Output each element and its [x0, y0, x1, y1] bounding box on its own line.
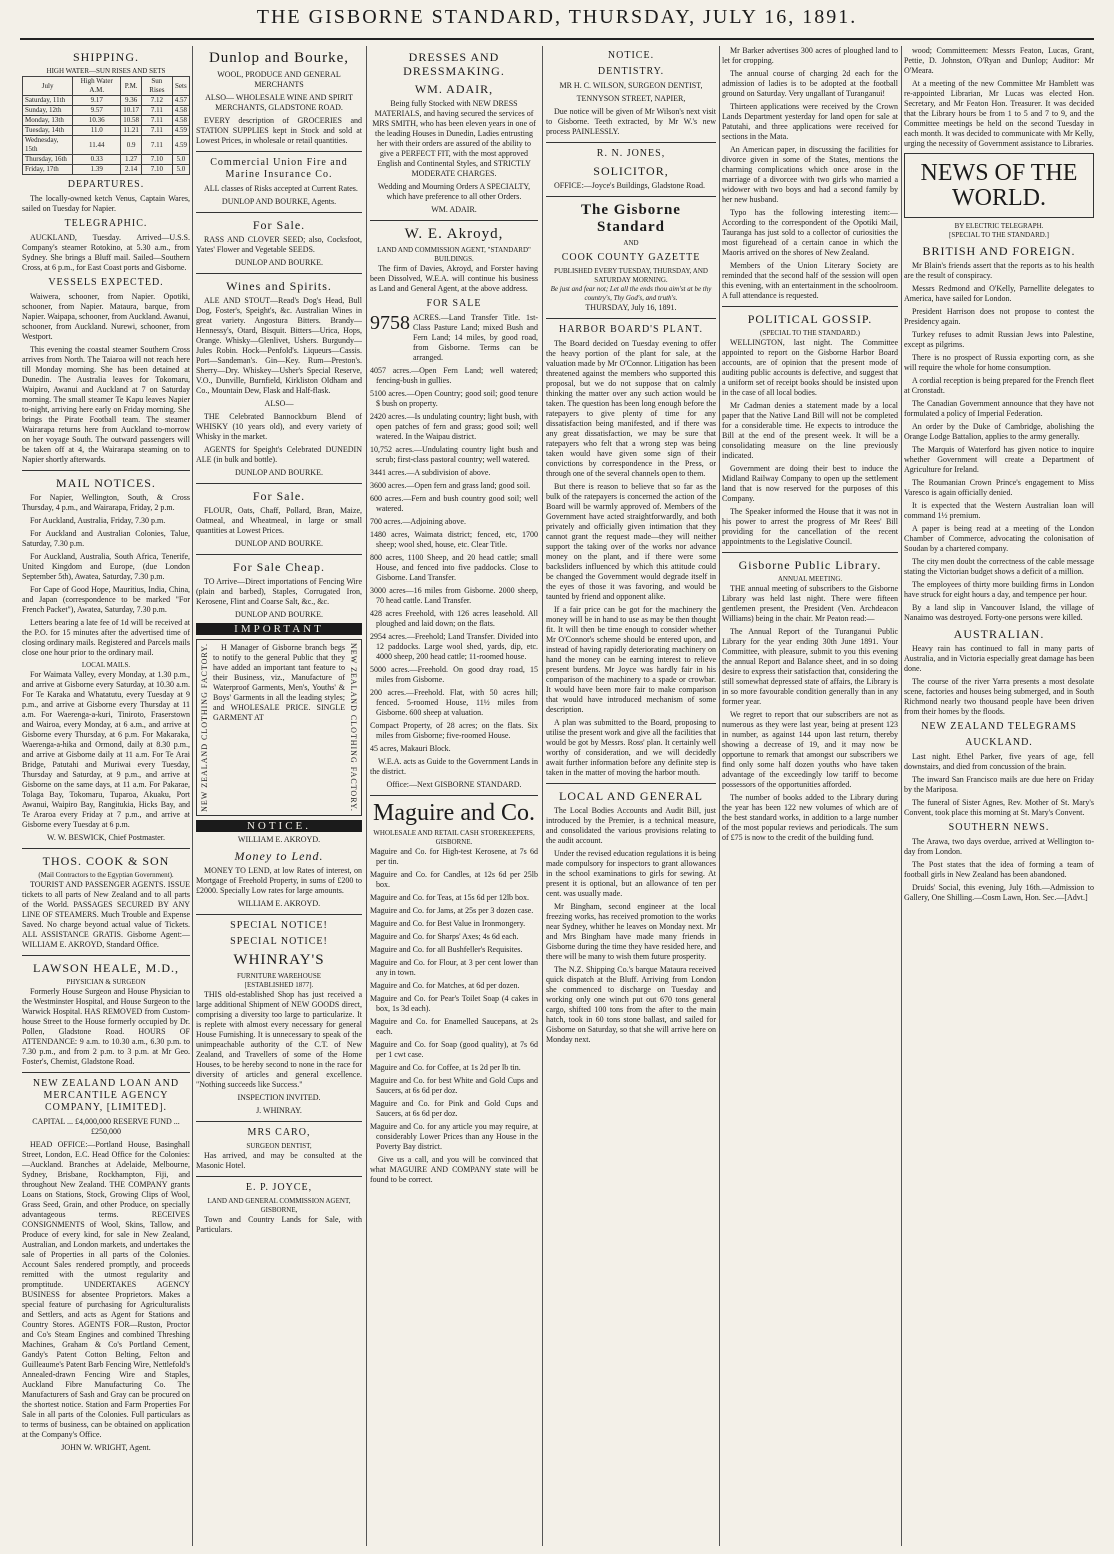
- news-item: The city men doubt the correctness of the cable message stating the Victorian budget shows a deficit of a million.: [904, 557, 1094, 576]
- tide-cell: Friday, 17th: [23, 165, 73, 175]
- local-paragraph: The Local Bodies Accounts and Audit Bill, just introduced by the Premier, is a technical measure, and consolidated the various provisions relating to the audit account.: [546, 806, 716, 845]
- column-5: [722, 46, 898, 1546]
- news-item: The Roumanian Crown Prince's engagement to Miss Varesco is again officially denied.: [904, 478, 1094, 497]
- tide-header-cell: High Water A.M.: [73, 77, 121, 96]
- harbor-paragraph: The Board decided on Tuesday evening to offer the heavy portion of the plant for sale, at the valuation made by Mr O'Connor. Litigation has been threatened against the members who supported this proposal, but we do not suppose that on calmly thinking the matter over any such action would be taken. The question has been long enough before the ratepayers to give plenty of time for any dissatisfaction being manifested, and if there was any great dissatisfaction, we may be sure that ratepayers who felt that a wrong step was being taken would have given some sign of their convictions by correspondence in the Press, or through one of the several channels open to them.: [546, 339, 716, 478]
- tide-header-cell: Sun Rises: [142, 77, 173, 96]
- special-notice: SPECIAL NOTICE!: [230, 935, 328, 947]
- library-continued: wood; Committeemen: Messrs Featon, Lucas, Grant, Pettie, D. Johnston, O'Ryan and Dunlop; Auditor: Mr O'Meara.: [904, 46, 1094, 75]
- lot-item: 200 acres.—Freehold. Flat, with 50 acres hill; fenced. 5-roomed House, 11½ miles from Gisborne. 600 sheep at valuation.: [370, 688, 538, 717]
- column-2: [196, 46, 362, 1546]
- library-paragraph: The Annual Report of the Turanganui Public Library for the year ending 30th June 1891. Your Committee, with pleasure, submit to you this evening the annual Report and Balance sheet, and in so doing desire to express their satisfaction that, considering the still somewhat depressed state of affairs, the Library is in so more favourable condition generally than in any former year.: [722, 627, 898, 706]
- divider: [370, 220, 538, 221]
- caro-subheading: SURGEON DENTIST,: [246, 1141, 312, 1150]
- caro-text: Has arrived, and may be consulted at the Masonic Hotel.: [196, 1150, 362, 1170]
- lot-item: 2954 acres.—Freehold; Land Transfer. Divided into 12 paddocks. Large wool shed, yards, dip, etc. 4000 sheep, 200 head cattle; 11-roomed house.: [370, 632, 538, 661]
- lot-item: 700 acres.—Adjoining above.: [370, 517, 466, 526]
- standard-motto: Be just and fear not; Let all the ends thou aim'st at be thy country's, Thy God's, and truth's.: [550, 285, 712, 302]
- joyce-heading: E. P. JOYCE,: [245, 1181, 313, 1193]
- insurance-heading: Commercial Union Fire and Marine Insurance Co.: [210, 157, 348, 180]
- nzloan-text: HEAD OFFICE:—Portland House, Basinghall Street, London, E.C. Head Office for the Colonies:—Auckland. Branches at Adelaide, Melbourne, Sydney, Brisbane, Rockhampton, Fiji, and throughout New Zealand. THE COMPANY grants Loans on Stations, Stock, Growing Clips of Wool, Grass Seed, Grain, and other Produce, on specially advantageous terms. RECEIVES CONSIGNMENTS of Wool, Skins, Tallow, and Produce of every kind, for sale in New Zealand, Australian, and London markets, and undertakes the sale of Properties in all parts of the Colonies. Account Sales rendered promptly, and proceeds remitted with the utmost regularity and promptitude. UNDERTAKES AGENCY BUSINESS for absentee Proprietors. Makes a special feature of purchasing for Agriculturalists and Settlers, and acts as Agent for Stations and Country Stores. AGENTS FOR—Ruston, Proctor and Co's Steam Engines and combined Threshing Machines, Graham & Co's Portland Cement, Gandy's Patent Cotton Belting, Felton and Guilleaume's Patent Barb Fencing Wire, Nettlefold's Annealed-drawn Fencing Wire and Staples, Auckland Fibre Manufacturing Co. The Manufacturers of Sash and Gray can be procured on the shortest notice. Station and Farm Properties For Sale in all parts of the Colonies. Full particulars as to terms of business, can be obtained on application at the Company's Office.: [22, 1140, 190, 1439]
- lot-acres-number: 9758: [370, 312, 410, 334]
- tide-cell: Thursday, 16th: [23, 155, 73, 165]
- wines-also: ALSO—: [264, 399, 294, 408]
- tide-cell: 7.11: [142, 136, 173, 155]
- library-paragraph: The number of books added to the Library during the year has been 122 new volumes of which are of the best standard works, in addition to a large number of the most popular reviews and periodicals. The sum of £75 is now to the credit of the building fund.: [722, 793, 898, 842]
- tide-cell: 5.0: [172, 165, 189, 175]
- lot-item: 800 acres, 1100 Sheep, and 20 head cattle; small House, and fenced into five paddocks. Close to Gisborne. Land Transfer.: [370, 553, 538, 582]
- divider: [196, 483, 362, 484]
- news-special: [SPECIAL TO THE STANDARD.]: [949, 231, 1049, 239]
- caro-heading: MRS CARO,: [247, 1126, 311, 1138]
- news-item: A cordial reception is being prepared for the French fleet at Cronstadt.: [904, 376, 1094, 395]
- maguire-item: Maguire and Co. for Matches, at 6d per dozen.: [370, 981, 520, 990]
- lots-list: [370, 366, 538, 754]
- maguire-heading: Maguire and Co.: [373, 800, 535, 826]
- news-item: The employees of thirty more building firms in London have struck for eight hours a day, and tempence per hour.: [904, 580, 1094, 599]
- southern-heading: SOUTHERN NEWS.: [948, 822, 1050, 833]
- jones-subheading: SOLICITOR,: [593, 164, 669, 178]
- mail-item: For Auckland and Australian Colonies, Talue, Saturday, 7.30 p.m.: [22, 529, 190, 548]
- australian-items: [904, 644, 1094, 717]
- tide-cell: 4.59: [172, 126, 189, 136]
- cook-text: TOURIST AND PASSENGER AGENTS. ISSUE tickets to all parts of New Zealand and to all parts of the World. PASSAGES SECURED BY ANY LINE OF STEAMERS. Much Trouble and Expense Saved. No charge beyond actual value of Tickets. ALL ASSISTANCE GRATIS. Gisborne Agent:—WILLIAM E. AKROYD, Standard Office.: [22, 880, 190, 949]
- mail-item: For Cape of Good Hope, Mauritius, India, China, and Japan (correspondence to be marked "For French Packet"), Awatea, Saturday, 7.30 p.m.: [22, 585, 190, 614]
- special-notice: SPECIAL NOTICE!: [230, 919, 328, 931]
- lot-item: 2420 acres.—Is undulating country; light bush, with open patches of fern and grass; good soil; well watered. In the Waipau district.: [370, 412, 538, 441]
- divider: [370, 795, 538, 796]
- departures-text: The locally-owned ketch Venus, Captain Wares, sailed on Tuesday for Napier.: [22, 194, 190, 213]
- column-divider: [901, 46, 902, 1546]
- maguire-item: Maguire and Co. for High-test Kerosene, at 7s 6d per tin.: [370, 847, 538, 866]
- tide-cell: 7.11: [142, 126, 173, 136]
- library-meeting: At a meeting of the new Committee Mr Hamblett was re-appointed Librarian, Mr Lucas was elected Hon. Secretary, and Mr Featon Hon. Treasurer. It was decided that the Library hours be from 1 to 5 and 7 to 9, and the Committee meetings be held on the second Tuesday in each month. It was decided to communicate with Mr Kelly, urging the necessity of Government assistance to Libraries.: [904, 79, 1094, 148]
- maguire-item: Maguire and Co. for Teas, at 15s 6d per 12lb box.: [370, 893, 530, 902]
- column-1: [22, 46, 190, 1546]
- heale-text: Formerly House Surgeon and House Physician to the Westminster Hospital, and House Surgeon to the Warwick Hospital. HAS REMOVED from Custom-house Street to the House formerly occupied by Dr. Pollen, Gladstone Road. HOURS OF ATTENDANCE: 9 a.m. to 10.30 a.m., 6.30 p.m. to 7.30 p.m., and from 2 p.m. to 3 p.m. at Mr Geo. Foster's, Chemist, Gladstone Road.: [22, 987, 190, 1066]
- adair-text: Being fully Stocked with NEW DRESS MATERIALS, and having secured the services of MRS SMITH, who has been eleven years in one of the leading Houses in Dunedin, Ladies entrusting her with their orders are assured of the ability to give a PERFECT FIT, with the most approved English and Continental Styles, and STRICTLY MODERATE CHARGES.: [372, 99, 536, 178]
- tide-cell: 2.14: [121, 165, 142, 175]
- maguire-item: Maguire and Co. for Soap (good quality), at 7s 6d per 1 cwt case.: [370, 1040, 538, 1059]
- column-divider: [192, 46, 193, 1546]
- wilson-text: Due notice will be given of Mr Wilson's next visit to Gisborne. Teeth extracted, by Mr W.'s new process PAINLESSLY.: [546, 107, 716, 136]
- column-3: [370, 46, 538, 1546]
- tide-cell: 1.39: [73, 165, 121, 175]
- whinray-established: [ESTABLISHED 1877].: [244, 980, 314, 989]
- australian-item: The course of the river Yarra presents a most desolate scene, factories and houses being submerged, and in South Richmond nearly two thousand people have been driven from their homes by the floods.: [904, 677, 1094, 716]
- departures-heading: DEPARTURES.: [67, 179, 145, 190]
- local-mails-text: For Waimata Valley, every Monday, at 1.30 p.m., and arrive at Gisborne every Saturday, at 10.30 a.m. For Te Karaka and Whatatutu, every Tuesday at 9 p.m., and arrive at Gisborne every Thursday at 11 a.m. For Waerenga-a-kuri, Tiniroto, Fraserstown and Wairoa, every Monday, at 6 a.m., and arrive at Gisborne every Thursday, at 6 p.m. For Makaraka, Waerenga-a-hika and Ormond, daily at 8.30 p.m., and arrive at Gisborne daily at 11 a.m. For Te Arai Bridge, Patutahi and Muriwai every Tuesday, Thursday and Saturday, at 9 p.m., and arrive at Gisborne on the same days, at 11 a.m. For Pakarae, Tolaga Bay, Tokomaru, Tuparoa, Akuaku, Port Awanui, Waipiro Bay, Rangitukia, Hicks Bay, and Te Araroa every Friday at 7 p.m., and arrive at Gisborne every Tuesday at 6 p.m.: [22, 670, 190, 829]
- mail-item: For Napier, Wellington, South, & Cross Thursday, 4 p.m., and Wairarapa, Friday, 2 p.m.: [22, 493, 190, 512]
- dunlop-also: ALSO— WHOLESALE WINE AND SPIRIT MERCHANTS, GLADSTONE ROAD.: [205, 93, 353, 112]
- standard-and: AND: [623, 239, 639, 247]
- standard-gazette: COOK COUNTY GAZETTE: [561, 252, 701, 263]
- clothing-factory-ad: [196, 639, 362, 816]
- factory-side-label: NEW ZEALAND CLOTHING FACTORY.: [349, 643, 358, 812]
- lot-item: 5000 acres.—Freehold. On good dray road, 15 miles from Gisborne.: [370, 665, 538, 684]
- divider: [546, 783, 716, 784]
- cheap-sale-text: TO Arrive—Direct importations of Fencing Wire (plain and barbed), Staples, Corrugated Iron, Kerosene, Flint and Coarse Salt, &c., &c.: [196, 577, 362, 606]
- insurance-sign: DUNLOP AND BOURKE, Agents.: [221, 197, 337, 206]
- news-paragraph: Thirteen applications were received by the Crown Lands Department yesterday for land open for sale at Patutahi, and three applications were received for sections in the Mata.: [722, 102, 898, 141]
- seed-sale-text: RASS AND CLOVER SEED; also, Cocksfoot, Yates' Flower and Vegetable SEEDS.: [196, 235, 362, 254]
- wilson-heading: MR H. C. WILSON, SURGEON DENTIST,: [559, 81, 703, 90]
- wines-heading: Wines and Spirits.: [226, 279, 332, 293]
- lot-item: 4057 acres.—Open Fern Land; well watered; fencing-bush in gullies.: [370, 366, 538, 385]
- tide-cell: 11.21: [121, 126, 142, 136]
- shipping-notes: This evening the coastal steamer Southern Cross arrives from North. The Taiaroa will not reach here till Monday morning. She has been detained at Dunedin. The Australia leaves for Tokomaru, Waipiro, Awanui and Auckland at 7 on Saturday morning. The small steamer Te Kapu leaves Napier to-night, arriving here early on Friday morning. She brings the Pirate Football team. The steamer Wairarapa returns here from Auckland to-morrow on her voyage South. The outward passengers will be taken off at 4, the Wairarapa steaming on to Napier shortly afterwards.: [22, 345, 190, 464]
- divider: [196, 212, 362, 213]
- tide-cell: 4.58: [172, 106, 189, 116]
- jones-heading: R. N. JONES,: [596, 148, 666, 159]
- factory-side-label: NEW ZEALAND CLOTHING FACTORY.: [200, 643, 209, 812]
- tide-cell: 9.57: [73, 106, 121, 116]
- mail-item: For Auckland, Australia, Friday, 7.30 p.m.: [30, 516, 166, 525]
- column-4: [546, 46, 716, 1546]
- dentistry-heading: DENTISTRY.: [597, 66, 665, 77]
- factory-text: H Manager of Gisborne branch begs to notify to the general Public that they have added an important tant feature to their Business, viz., Manufacture of Waterproof Garments, Men's, Youths' & Boys' Garments in all the leading styles; and WHOLESALE PRICE. SINGLE GARMENT AT: [213, 643, 345, 722]
- cook-subheading: (Mail Contractors to the Egyptian Government).: [38, 871, 174, 879]
- tide-cell: 4.59: [172, 136, 189, 155]
- tide-cell: 7.10: [142, 155, 173, 165]
- mail-item: Letters bearing a late fee of 1d will be received at the P.O. for 15 minutes after the advertised time of closing ordinary mails. Registered and Parcels mails close one hour prior to the ordinary mail.: [22, 618, 190, 657]
- tide-row: [23, 155, 190, 165]
- tide-cell: Wednesday, 15th: [23, 136, 73, 155]
- political-paragraph: The Speaker informed the House that it was not in his power to arrest the progress of Mr Rees' Bill providing for the cancellation of the recent appointments to the Legislative Council.: [722, 507, 898, 546]
- divider: [196, 151, 362, 152]
- nz-telegrams-heading: NEW ZEALAND TELEGRAMS: [921, 721, 1077, 732]
- tide-header-cell: July: [23, 77, 73, 96]
- divider: [196, 914, 362, 915]
- flour-sale-heading: For Sale.: [252, 489, 306, 503]
- auckland-item: The funeral of Sister Agnes, Rev. Mother of St. Mary's Convent, took place this morning at St. Mary's Convent.: [904, 798, 1094, 817]
- tide-table-header: [23, 77, 190, 96]
- tide-cell: 11.44: [73, 136, 121, 155]
- lot-item: 3000 acres—16 miles from Gisborne. 2000 sheep, 70 head cattle. Land Transfer.: [370, 586, 538, 605]
- news-item: The Canadian Government announce that they have not formulated a policy of Imperial Federation.: [904, 399, 1094, 418]
- cheap-sale-sign: DUNLOP AND BOURKE.: [235, 610, 323, 619]
- library-heading: Gisborne Public Library.: [738, 558, 882, 572]
- forsale-heading: FOR SALE: [426, 298, 482, 309]
- divider: [546, 142, 716, 143]
- akroyd-name: WILLIAM E. AKROYD.: [237, 834, 321, 844]
- whinray-heading: WHINRAY'S: [233, 951, 325, 968]
- tide-cell: 9.17: [73, 96, 121, 106]
- news-items: [904, 261, 1094, 623]
- money-heading: Money to Lend.: [234, 848, 324, 863]
- news-of-world-box: [904, 153, 1094, 218]
- whinray-text: THIS old-established Shop has just received a large additional Shipment of NEW GOODS direct, comprising a diversity too large to particularize. It is replete with almost every necessary for general House Furnishing. It is unnecessary to speak of the unimpeachable authority of the C.T. of New Zealand, and Travellers of some of the Home Houses, to be hereby second to none in the race for diversity of articles and general excellence. "Nothing succeeds like Success.": [196, 989, 362, 1089]
- auckland-heading: AUCKLAND.: [965, 737, 1033, 748]
- dunlop-heading: Dunlop and Bourke,: [208, 50, 350, 66]
- telegraphic-heading: TELEGRAPHIC.: [64, 218, 148, 229]
- maguire-item: Maguire and Co. for best White and Gold Cups and Saucers, at 6s 6d per doz.: [370, 1076, 538, 1095]
- tide-cell: 11.0: [73, 126, 121, 136]
- local-paragraph: Under the revised education regulations it is being made compulsory for inspectors to grant allowances in the school examinations to girls for sewing. At present it is optional, but an allowance of ten per cent. was usually made.: [546, 849, 716, 898]
- political-paragraph: Mr Cadman denies a statement made by a local paper that the Native Land Bill will not be completed for a considerable time. He expects to introduce the Bill at the end of the present week. It will be a consolidating measure on the line previously indicated.: [722, 401, 898, 460]
- news-item: Mr Blain's friends assert that the reports as to his health are the result of conspiracy.: [904, 261, 1094, 280]
- tide-cell: Saturday, 11th: [23, 96, 73, 106]
- masthead-rule: [20, 38, 1094, 40]
- divider: [546, 318, 716, 319]
- news-item: There is no prospect of Russia exporting corn, as she will require the whole for home consumption.: [904, 353, 1094, 372]
- tide-cell: 7.11: [142, 116, 173, 126]
- dress-heading: DRESSES AND DRESSMAKING.: [403, 50, 505, 78]
- maguire-item: Maguire and Co. for Pink and Gold Cups and Saucers, at 6s 6d per doz.: [370, 1099, 538, 1118]
- political-subheading: (SPECIAL TO THE STANDARD.): [760, 329, 860, 337]
- akroyd-heading: W. E. Akroyd,: [404, 226, 504, 242]
- column-divider: [366, 46, 367, 1546]
- divider: [546, 196, 716, 197]
- maguire-item: Maguire and Co. for Flour, at 3 per cent lower than any in town.: [370, 958, 538, 977]
- tide-row: [23, 126, 190, 136]
- local-mails-heading: LOCAL MAILS.: [81, 661, 131, 669]
- lot-item: ACRES.—Land Transfer Title. 1st-Class Pasture Land; mixed Bush and Fern Land; 14 miles, by good road, from Gisborne. Terms can be arranged.: [413, 313, 538, 362]
- tide-cell: 4.58: [172, 116, 189, 126]
- australian-heading: AUSTRALIAN.: [953, 627, 1045, 641]
- tide-cell: 0.9: [121, 136, 142, 155]
- adair-wedding: Wedding and Mourning Orders A SPECIALTY, which have preference to all other Orders.: [377, 182, 531, 201]
- divider: [22, 1072, 190, 1073]
- library-paragraph: We regret to report that our subscribers are not as numerous as they were last year, being at present 123 in number, as against 144 upon last return, thereby showing a decrease of 19, and it may now be opportune to remark that amongst our subscribers we find only some half dozen youths who have taken advantage of the exceedingly low tariff to become possessors of the opportunities afforded.: [722, 710, 898, 789]
- adair-heading: WM. ADAIR,: [414, 82, 494, 96]
- adair-sign: WM. ADAIR.: [431, 205, 477, 214]
- telegraphic-text: AUCKLAND, Tuesday. Arrived—U.S.S. Company's steamer Rotokino, at 5.30 a.m., from Sydney. She brings a Bluff mail. Sailed—Southern Cross, at 6 p.m., for East Coast ports and Gisborne.: [22, 233, 190, 272]
- maguire-item: Maguire and Co. for Best Value in Ironmongery.: [370, 919, 526, 928]
- column-divider: [542, 46, 543, 1546]
- agents-text: AGENTS for Speight's Celebrated DUNEDIN ALE (in bulk and bottle).: [196, 445, 362, 464]
- joyce-text: Town and Country Lands for Sale, with Particulars.: [196, 1214, 362, 1234]
- dunlop-subheading: WOOL, PRODUCE AND GENERAL MERCHANTS: [217, 70, 341, 89]
- tide-cell: 10.17: [121, 106, 142, 116]
- divider: [722, 552, 898, 553]
- insurance-text: ALL classes of Risks accepted at Current Rates.: [204, 184, 358, 193]
- divider: [22, 848, 190, 849]
- tide-row: [23, 116, 190, 126]
- divider: [196, 273, 362, 274]
- news-paragraph: Members of the Union Literary Society are reminded that the second half of the session will open this evening, with an entertainment in the schoolroom. A full attendance is requested.: [722, 261, 898, 300]
- whinray-sign: J. WHINRAY.: [256, 1105, 302, 1115]
- tide-row: [23, 165, 190, 175]
- maguire-item: Maguire and Co. for all Bushfeller's Requisites.: [370, 945, 523, 954]
- important-banner: IMPORTANT: [196, 623, 362, 635]
- agents-sign: DUNLOP AND BOURKE.: [235, 468, 323, 477]
- nzloan-heading: NEW ZEALAND LOAN AND MERCANTILE AGENCY COMPANY, [LIMITED].: [32, 1078, 180, 1113]
- divider: [722, 306, 898, 307]
- akroyd-guide: W.E.A. acts as Guide to the Government Lands in the district.: [370, 757, 538, 776]
- akroyd-office: Office:—Next GISBORNE STANDARD.: [386, 780, 522, 789]
- akroyd-text: The firm of Davies, Akroyd, and Forster having been Dissolved, W.E.A. will continue his business as Land and General Agent, at the above address.: [370, 264, 538, 293]
- auckland-item: Last night. Ethel Parker, five years of age, fell downstairs, and died from concussion of the brain.: [904, 752, 1094, 771]
- postmaster-signature: W. W. BESWICK, Chief Postmaster.: [47, 833, 165, 842]
- lot-item: 1480 acres, Waimata district; fenced, etc, 1700 sheep; wool shed, house, etc. Clear Title.: [370, 530, 538, 549]
- tide-row: [23, 136, 190, 155]
- news-subheading: BY ELECTRIC TELEGRAPH.: [954, 222, 1044, 230]
- seed-sale-sign: DUNLOP AND BOURKE.: [235, 258, 323, 267]
- tide-cell: 5.0: [172, 155, 189, 165]
- whinray-subheading: FURNITURE WAREHOUSE: [236, 971, 322, 980]
- tide-cell: 0.33: [73, 155, 121, 165]
- australian-item: Heavy rain has continued to fall in many parts of Australia, and in Victoria especially great damage has been done.: [904, 644, 1094, 673]
- tide-row: [23, 96, 190, 106]
- standard-date: THURSDAY, July 16, 1891.: [585, 303, 677, 312]
- divider: [196, 1176, 362, 1177]
- divider: [196, 554, 362, 555]
- notice-heading: NOTICE.: [607, 50, 655, 61]
- divider: [22, 470, 190, 471]
- british-heading: BRITISH AND FOREIGN.: [922, 244, 1076, 258]
- harbor-paragraph: But there is reason to believe that so far as the bulk of the ratepayers is concerned the action of the Board will be warmly approved of. Members of the Government have acted straightforwardly, and both privately and officially given intimation that they cannot grant the request made—they will neither support the taking over of the works nor advance money on the plant, and if there were some backsliders influenced by which this attitude could be changed the Government would degrade itself in the eyes of those it was favoring, and would be taunted by friend and opponent alike.: [546, 482, 716, 601]
- shipping-heading: SHIPPING.: [72, 50, 139, 64]
- news-item: President Harrison does not propose to contest the Presidency again.: [904, 307, 1094, 326]
- tide-cell: 10.36: [73, 116, 121, 126]
- masthead-title: THE GISBORNE STANDARD, THURSDAY, JULY 16, 1891.: [256, 6, 858, 28]
- lot-item: Compact Property, of 28 acres; on the flats. Six miles from Gisborne; five-roomed House.: [370, 721, 538, 740]
- lot-item: 3600 acres.—Open fern and grass land; good soil.: [370, 481, 531, 490]
- southern-items: [904, 837, 1094, 903]
- tide-cell: 10.58: [121, 116, 142, 126]
- tide-cell: 7.11: [142, 106, 173, 116]
- news-heading: NEWS OF THE WORLD.: [920, 160, 1078, 211]
- notice-banner: NOTICE.: [196, 820, 362, 832]
- auckland-items: [904, 752, 1094, 818]
- lot-item: 45 acres, Makauri Block.: [370, 744, 451, 753]
- southern-item: The Post states that the idea of forming a team of football girls in New Zealand has been abandoned.: [904, 860, 1094, 879]
- political-heading: POLITICAL GOSSIP.: [747, 312, 873, 326]
- news-item: It is expected that the Western Australian loan will command 1½ premium.: [904, 501, 1094, 520]
- local-heading: LOCAL AND GENERAL: [559, 789, 703, 803]
- tide-cell: 7.12: [142, 96, 173, 106]
- column-divider: [719, 46, 720, 1546]
- tide-table-body: [23, 96, 190, 175]
- standard-publication: PUBLISHED EVERY TUESDAY, THURSDAY, AND SATURDAY MORNING.: [554, 267, 708, 284]
- news-item: By a land slip in Vancouver Island, the village of Nanaimo was destroyed. Forty-one persons were killed.: [904, 603, 1094, 622]
- tide-cell: Tuesday, 14th: [23, 126, 73, 136]
- lot-item: 428 acres Freehold, with 126 acres leasehold. All ploughed and laid down; on the flats.: [370, 609, 538, 628]
- whisky-text: THE Celebrated Bannockburn Blend of WHISKY (10 years old), and every variety of Whisky in the market.: [196, 412, 362, 441]
- dunlop-text: EVERY description of GROCERIES and STATION SUPPLIES kept in Stock and sold at Lowest Prices, in wholesale or retail quantities.: [196, 116, 362, 145]
- tide-header-cell: Sets: [172, 77, 189, 96]
- maguire-item: Maguire and Co. for Enamelled Saucepans, at 2s each.: [370, 1017, 538, 1036]
- standard-nameplate: The Gisborne Standard: [581, 202, 681, 235]
- vessels-text: Waiwera, schooner, from Napier. Opotiki, schooner, from Napier. Mataura, barque, from Napier. Waipapa, schooner, from Auckland. Awanui, schooner, from Auckland. Nurewi, schooner, from Westport.: [22, 292, 190, 341]
- tide-cell: 1.27: [121, 155, 142, 165]
- akroyd-subheading: LAND AND COMMISSION AGENT, "STANDARD" BUILDINGS.: [377, 246, 531, 263]
- harbor-heading: HARBOR BOARD'S PLANT.: [558, 324, 704, 335]
- flour-sale-sign: DUNLOP AND BOURKE.: [235, 539, 323, 548]
- local-paragraph: Mr Bingham, second engineer at the local freezing works, has received promotion to the works near Sydney, whither he leaves on Monday next. Mr and Mrs Bingham have made many friends in Gisborne during the time they have resided here, and there will be many to wish them future prosperity.: [546, 902, 716, 961]
- vessels-heading: VESSELS EXPECTED.: [48, 277, 164, 288]
- news-item: A paper is being read at a meeting of the London Chamber of Commerce, advocating the colonisation of Soudan by a chartered company.: [904, 524, 1094, 553]
- maguire-item: Maguire and Co. for Candles, at 12s 6d per 25lb box.: [370, 870, 538, 889]
- maguire-item: Maguire and Co. for Sharps' Axes; 4s 6d each.: [370, 932, 519, 941]
- maguire-item: Maguire and Co. for Jams, at 25s per 3 dozen case.: [370, 906, 534, 915]
- cook-heading: THOS. COOK & SON: [42, 854, 170, 868]
- wines-text: ALE AND STOUT—Read's Dog's Head, Bull Dog, Foster's, Speight's, &c. Australian Wines in great variety. Angostura Bitters. Brandy—Hennessy's, Otard, Bisquit. Bitters—Urica, Hops, Orange. Whisky—Glenlivet, Ushers. Burgundy—Jules Robin. Hock—Penfold's. Liqueurs—Cassis. Port—Sandeman's. Gin—Key. Rum—Preston's. Sherry—Dry. Whiskey—Usher's Special Reserve, V.O., Dunville, Burnfield, Kirkliston Oldham and Co., Mountain Dew, Flask and Half-flask.: [196, 296, 362, 395]
- money-sign: WILLIAM E. AKROYD.: [237, 898, 321, 908]
- news-item: Turkey refuses to admit Russian Jews into Palestine, except as pilgrims.: [904, 330, 1094, 349]
- tide-cell: 4.57: [172, 96, 189, 106]
- tide-cell: 9.36: [121, 96, 142, 106]
- tide-table: [22, 76, 190, 175]
- joyce-subheading: LAND AND GENERAL COMMISSION AGENT, GISBORNE,: [207, 1196, 351, 1214]
- divider: [22, 955, 190, 956]
- news-paragraph: Mr Barker advertises 300 acres of ploughed land to let for cropping.: [722, 46, 898, 65]
- auckland-item: The inward San Francisco mails are due here on Friday by the Mariposa.: [904, 775, 1094, 794]
- whinray-inspection: INSPECTION INVITED.: [237, 1092, 321, 1102]
- nzloan-agent: JOHN W. WRIGHT, Agent.: [61, 1443, 151, 1452]
- seed-sale-heading: For Sale.: [252, 218, 306, 232]
- money-text: MONEY TO LEND, at low Rates of interest, on Mortgage of Freehold Property, in sums of £200 to £2000. Specially Low rates for large amounts.: [196, 865, 362, 895]
- tide-row: [23, 106, 190, 116]
- news-item: The Marquis of Waterford has given notice to inquire whether Government will create a Department of Agriculture for Ireland.: [904, 445, 1094, 474]
- political-paragraph: Government are doing their best to induce the Midland Railway Company to open up the settlement land that is now reserved for the purposes of this Company.: [722, 464, 898, 503]
- heale-subheading: PHYSICIAN & SURGEON: [66, 978, 146, 986]
- maguire-item: Maguire and Co. for Pear's Toilet Soap (4 cakes in box, 1s 3d each).: [370, 994, 538, 1013]
- news-paragraph: Typo has the following interesting item:—According to the correspondent of the Opotiki Mail, Tauranga has just sold to a collector of curiosities the most figurehead of a certain canoe in which the Maoris arrived on the shores of New Zealand.: [722, 208, 898, 257]
- heale-heading: LAWSON HEALE, M.D.,: [32, 961, 180, 975]
- political-paragraph: WELLINGTON, last night. The Committee appointed to report on the Gisborne Harbor Board accounts, are of opinion that the present mode of auditing public accounts is defective, and suggest that a uniform set of receipt books should be insisted upon in the case of all local bodies.: [722, 338, 898, 397]
- harbor-paragraph: A plan was submitted to the Board, proposing to utilise the present work and give all the facilities that would be got by Messrs. Ross' plan. It certainly well worthy of consideration, and we will decidedly await further information before any definite step is taken in the matter of moving the harbor mouth.: [546, 718, 716, 777]
- news-item: Messrs Redmond and O'Kelly, Parnellite delegates to America, have sailed for London.: [904, 284, 1094, 303]
- lot-item: 600 acres.—Fern and bush country good soil; well watered.: [370, 494, 538, 513]
- divider: [196, 1121, 362, 1122]
- mail-item: For Auckland, Australia, South Africa, Tenerife, United Kingdom and Europe, (due London September 5th), Awatea, Saturday, 7.30 p.m.: [22, 552, 190, 581]
- nzloan-capital: CAPITAL ... £4,000,000 RESERVE FUND ... £250,000: [32, 1117, 180, 1136]
- harbor-paragraph: If a fair price can be got for the machinery the money will be in hand to use as may be then thought fit. It will then be time enough to consider whether Mr O'Connor's scheme should be entered upon, and instead of having rapidly deteriorating machinery on hand the money can be earning interest to relieve present burdens. Mr Joyce was hardly fair in his comparison of the machinery to a spade or crowbar. It would have been more fair to make comparison that would have introduced mechanism of some description.: [546, 605, 716, 714]
- tide-cell: Sunday, 12th: [23, 106, 73, 116]
- wilson-address: TENNYSON STREET, NAPIER,: [576, 94, 686, 103]
- column-6: [904, 46, 1094, 1546]
- cheap-sale-heading: For Sale Cheap.: [233, 560, 325, 574]
- tide-cell: Monday, 13th: [23, 116, 73, 126]
- flour-sale-text: FLOUR, Oats, Chaff, Pollard, Bran, Maize, Oatmeal, and Wheatmeal, in large or small quantities at Lowest Prices.: [196, 506, 362, 535]
- southern-item: The Arawa, two days overdue, arrived at Wellington to-day from London.: [904, 837, 1094, 856]
- news-item: An order by the Duke of Cambridge, abolishing the Orange Lodge Battalion, applies to the army generally.: [904, 422, 1094, 441]
- jones-office: OFFICE:—Joyce's Buildings, Gladstone Road.: [554, 181, 705, 190]
- lot-item: 3441 acres.—A subdivision of above.: [370, 468, 491, 477]
- mail-heading: MAIL NOTICES.: [56, 476, 156, 490]
- lead-lot: [370, 313, 538, 366]
- lot-item: 5100 acres.—Open Country; good soil; good tenure $ bush on property.: [370, 389, 538, 408]
- tide-cell: 7.10: [142, 165, 173, 175]
- library-paragraph: THE annual meeting of subscribers to the Gisborne Library was held last night. There were fifteen gentlemen present, the President (Ven. Archdeacon Williams) being in the chair. Mr Peaton read:—: [722, 584, 898, 623]
- maguire-item: Maguire and Co. for Coffee, at 1s 2d per lb tin.: [370, 1063, 521, 1072]
- maguire-subheading: WHOLESALE AND RETAIL CASH STOREKEEPERS, GISBORNE.: [373, 829, 535, 846]
- southern-item: Druids' Social, this evening, July 16th.—Admission to Gallery, One Shilling.—Cosm Lawn, Hon. Sec.—[Advt.]: [904, 883, 1094, 902]
- maguire-footer: Give us a call, and you will be convinced that what MAGUIRE AND COMPANY state will be found to be correct.: [370, 1155, 538, 1184]
- maguire-list: [370, 847, 538, 1152]
- tide-header-cell: P.M.: [121, 77, 142, 96]
- news-paragraph: An American paper, in discussing the facilities for divorce given in some of the States, mentions the charming complications which once arose in the marriage of a divorcee with two girls who married a widower with two boys and had a second family by her new husband.: [722, 145, 898, 204]
- library-subheading: ANNUAL MEETING.: [777, 575, 843, 583]
- news-paragraph: The annual course of charging 2d each for the admission of ladies is to be adopted at the football ground on Saturday. Very ungallant of Turanganui!: [722, 69, 898, 98]
- local-paragraph: The N.Z. Shipping Co.'s barque Mataura received quick dispatch at the Bluff. Arriving from London she commenced to discharge on Tuesday and working only one winch put out 670 tons general cargo, shifted 100 tons from the after to the main hatch, took in 60 tons stone ballast, and sailed for Gisborne on Saturday, so that she will arrive here on Monday next.: [546, 965, 716, 1044]
- maguire-item: Maguire and Co. for any article you may require, at considerably Lower Prices than any House in the Poverty Bay district.: [370, 1122, 538, 1151]
- lot-item: 10,752 acres.—Undulating country light bush and scrub; first-class pastoral country; well watered.: [370, 445, 538, 464]
- tide-heading: HIGH WATER—SUN RISES AND SETS: [46, 67, 166, 75]
